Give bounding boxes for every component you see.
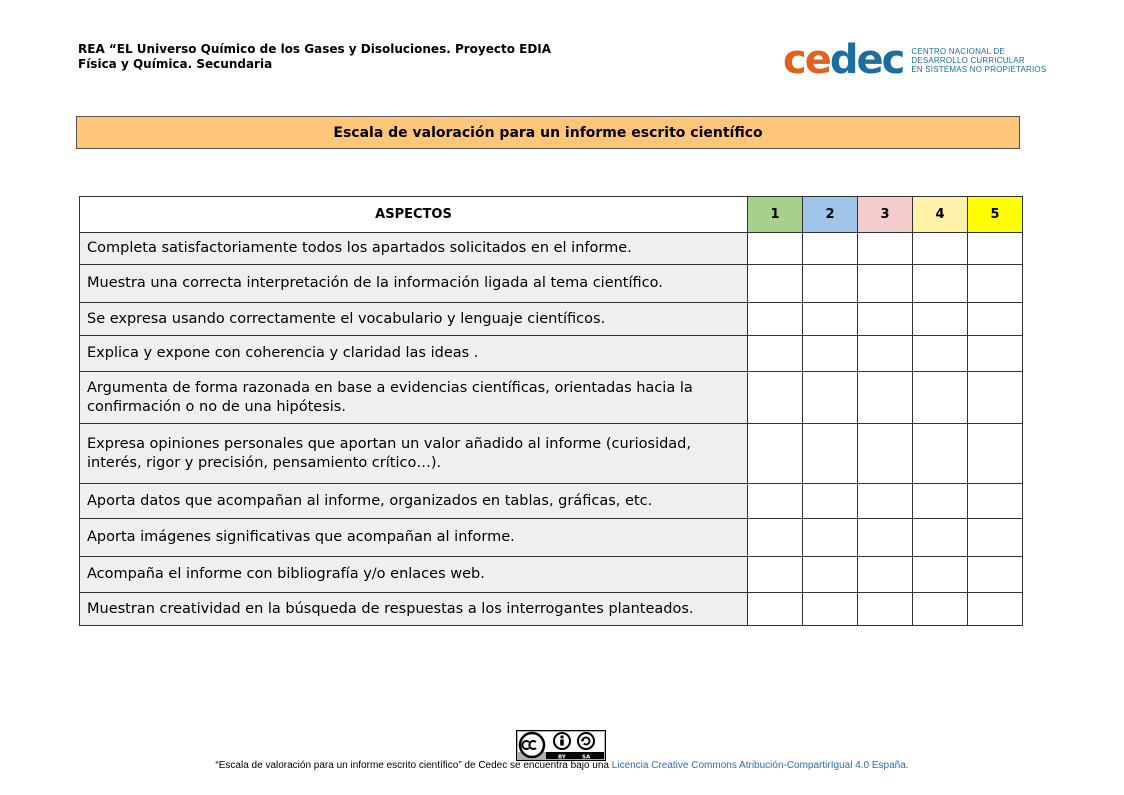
score-cell-1[interactable] bbox=[748, 424, 803, 484]
score-cell-4[interactable] bbox=[913, 519, 968, 557]
table-row bbox=[80, 372, 1023, 424]
score-cell-1[interactable] bbox=[748, 265, 803, 303]
score-header-1: 1 bbox=[748, 197, 803, 233]
table-row bbox=[80, 519, 1023, 557]
aspect-text: Completa satisfactoriamente todos los apartados solicitados en el informe. bbox=[80, 233, 748, 265]
score-cell-1[interactable] bbox=[748, 519, 803, 557]
logo-sub-3: EN SISTEMAS NO PROPIETARIOS bbox=[911, 64, 1047, 74]
score-cell-5[interactable] bbox=[968, 233, 1023, 265]
cedec-logo bbox=[783, 37, 1047, 83]
score-cell-1[interactable] bbox=[748, 303, 803, 336]
score-cell-2[interactable] bbox=[803, 336, 858, 372]
table-row bbox=[80, 233, 1023, 265]
score-cell-4[interactable] bbox=[913, 372, 968, 424]
score-cell-5[interactable] bbox=[968, 519, 1023, 557]
page-title: Escala de valoración para un informe escrito científico bbox=[76, 116, 1020, 149]
score-cell-5[interactable] bbox=[968, 557, 1023, 593]
aspect-text: Explica y expone con coherencia y claridad las ideas . bbox=[80, 336, 748, 372]
score-cell-1[interactable] bbox=[748, 593, 803, 626]
logo-subtitle bbox=[911, 47, 1046, 74]
score-cell-4[interactable] bbox=[913, 303, 968, 336]
score-cell-1[interactable] bbox=[748, 336, 803, 372]
score-cell-2[interactable] bbox=[803, 484, 858, 519]
score-cell-3[interactable] bbox=[858, 265, 913, 303]
rating-table bbox=[79, 196, 1023, 626]
score-cell-2[interactable] bbox=[803, 519, 858, 557]
score-cell-3[interactable] bbox=[858, 372, 913, 424]
score-cell-2[interactable] bbox=[803, 265, 858, 303]
score-cell-1[interactable] bbox=[748, 372, 803, 424]
score-header-5: 5 bbox=[968, 197, 1023, 233]
score-cell-1[interactable] bbox=[748, 557, 803, 593]
table-row bbox=[80, 557, 1023, 593]
svg-text:SA: SA bbox=[582, 754, 591, 761]
table-row bbox=[80, 336, 1023, 372]
score-cell-3[interactable] bbox=[858, 593, 913, 626]
table-row bbox=[80, 484, 1023, 519]
score-cell-2[interactable] bbox=[803, 303, 858, 336]
score-cell-2[interactable] bbox=[803, 593, 858, 626]
license-footer bbox=[0, 760, 1124, 771]
score-cell-3[interactable] bbox=[858, 233, 913, 265]
aspect-text: Muestra una correcta interpretación de la información ligada al tema científico. bbox=[80, 265, 748, 303]
table-row bbox=[80, 593, 1023, 626]
table-header-row bbox=[80, 197, 1023, 233]
logo-sub-1: CENTRO NACIONAL DE bbox=[911, 46, 1005, 56]
score-cell-5[interactable] bbox=[968, 593, 1023, 626]
logo-wordmark bbox=[783, 37, 904, 83]
score-cell-4[interactable] bbox=[913, 233, 968, 265]
score-cell-3[interactable] bbox=[858, 484, 913, 519]
table-row bbox=[80, 303, 1023, 336]
footer-text: “Escala de valoración para un informe escrito científico” de Cedec se encuentra bajo una bbox=[215, 760, 612, 771]
logo-word-b: dec bbox=[829, 37, 904, 83]
score-cell-5[interactable] bbox=[968, 372, 1023, 424]
score-cell-3[interactable] bbox=[858, 424, 913, 484]
score-cell-4[interactable] bbox=[913, 484, 968, 519]
aspect-text: Muestran creatividad en la búsqueda de respuestas a los interrogantes planteados. bbox=[80, 593, 748, 626]
score-cell-2[interactable] bbox=[803, 372, 858, 424]
header-line-1: REA “EL Universo Químico de los Gases y Disoluciones. Proyecto EDIA bbox=[78, 42, 552, 56]
score-cell-3[interactable] bbox=[858, 519, 913, 557]
table-body bbox=[80, 233, 1023, 626]
license-link[interactable]: Licencia Creative Commons Atribución-CompartirIgual 4.0 España. bbox=[611, 760, 909, 771]
score-cell-1[interactable] bbox=[748, 233, 803, 265]
score-cell-5[interactable] bbox=[968, 265, 1023, 303]
score-cell-4[interactable] bbox=[913, 557, 968, 593]
score-cell-4[interactable] bbox=[913, 593, 968, 626]
score-header-4: 4 bbox=[913, 197, 968, 233]
aspect-text: Se expresa usando correctamente el vocabulario y lenguaje científicos. bbox=[80, 303, 748, 336]
score-cell-3[interactable] bbox=[858, 303, 913, 336]
aspect-text: Argumenta de forma razonada en base a evidencias científicas, orientadas hacia la confirmación o no de una hipótesis. bbox=[80, 372, 748, 424]
score-cell-2[interactable] bbox=[803, 233, 858, 265]
score-header-3: 3 bbox=[858, 197, 913, 233]
sa-icon bbox=[578, 733, 594, 749]
score-cell-5[interactable] bbox=[968, 484, 1023, 519]
score-cell-2[interactable] bbox=[803, 424, 858, 484]
logo-word-a: ce bbox=[783, 37, 830, 83]
score-cell-2[interactable] bbox=[803, 557, 858, 593]
score-cell-1[interactable] bbox=[748, 484, 803, 519]
header-line-2: Física y Química. Secundaria bbox=[78, 57, 273, 71]
score-cell-3[interactable] bbox=[858, 557, 913, 593]
aspect-text: Expresa opiniones personales que aportan un valor añadido al informe (curiosidad, interés, rigor y precisión, pensamiento crítico…). bbox=[80, 424, 748, 484]
logo-sub-2: DESARROLLO CURRICULAR bbox=[911, 55, 1025, 65]
aspects-header: ASPECTOS bbox=[80, 197, 748, 233]
score-cell-5[interactable] bbox=[968, 424, 1023, 484]
score-cell-5[interactable] bbox=[968, 303, 1023, 336]
table-row bbox=[80, 265, 1023, 303]
aspect-text: Aporta datos que acompañan al informe, organizados en tablas, gráficas, etc. bbox=[80, 484, 748, 519]
svg-text:BY: BY bbox=[558, 754, 566, 761]
score-cell-4[interactable] bbox=[913, 265, 968, 303]
aspect-text: Aporta imágenes significativas que acompañan al informe. bbox=[80, 519, 748, 557]
aspect-text: Acompaña el informe con bibliografía y/o enlaces web. bbox=[80, 557, 748, 593]
score-cell-4[interactable] bbox=[913, 336, 968, 372]
score-cell-4[interactable] bbox=[913, 424, 968, 484]
table-row bbox=[80, 424, 1023, 484]
cc-icon bbox=[520, 733, 544, 757]
score-cell-5[interactable] bbox=[968, 336, 1023, 372]
document-header bbox=[78, 42, 551, 72]
score-header-2: 2 bbox=[803, 197, 858, 233]
score-cell-3[interactable] bbox=[858, 336, 913, 372]
cc-by-sa-badge bbox=[516, 730, 606, 761]
